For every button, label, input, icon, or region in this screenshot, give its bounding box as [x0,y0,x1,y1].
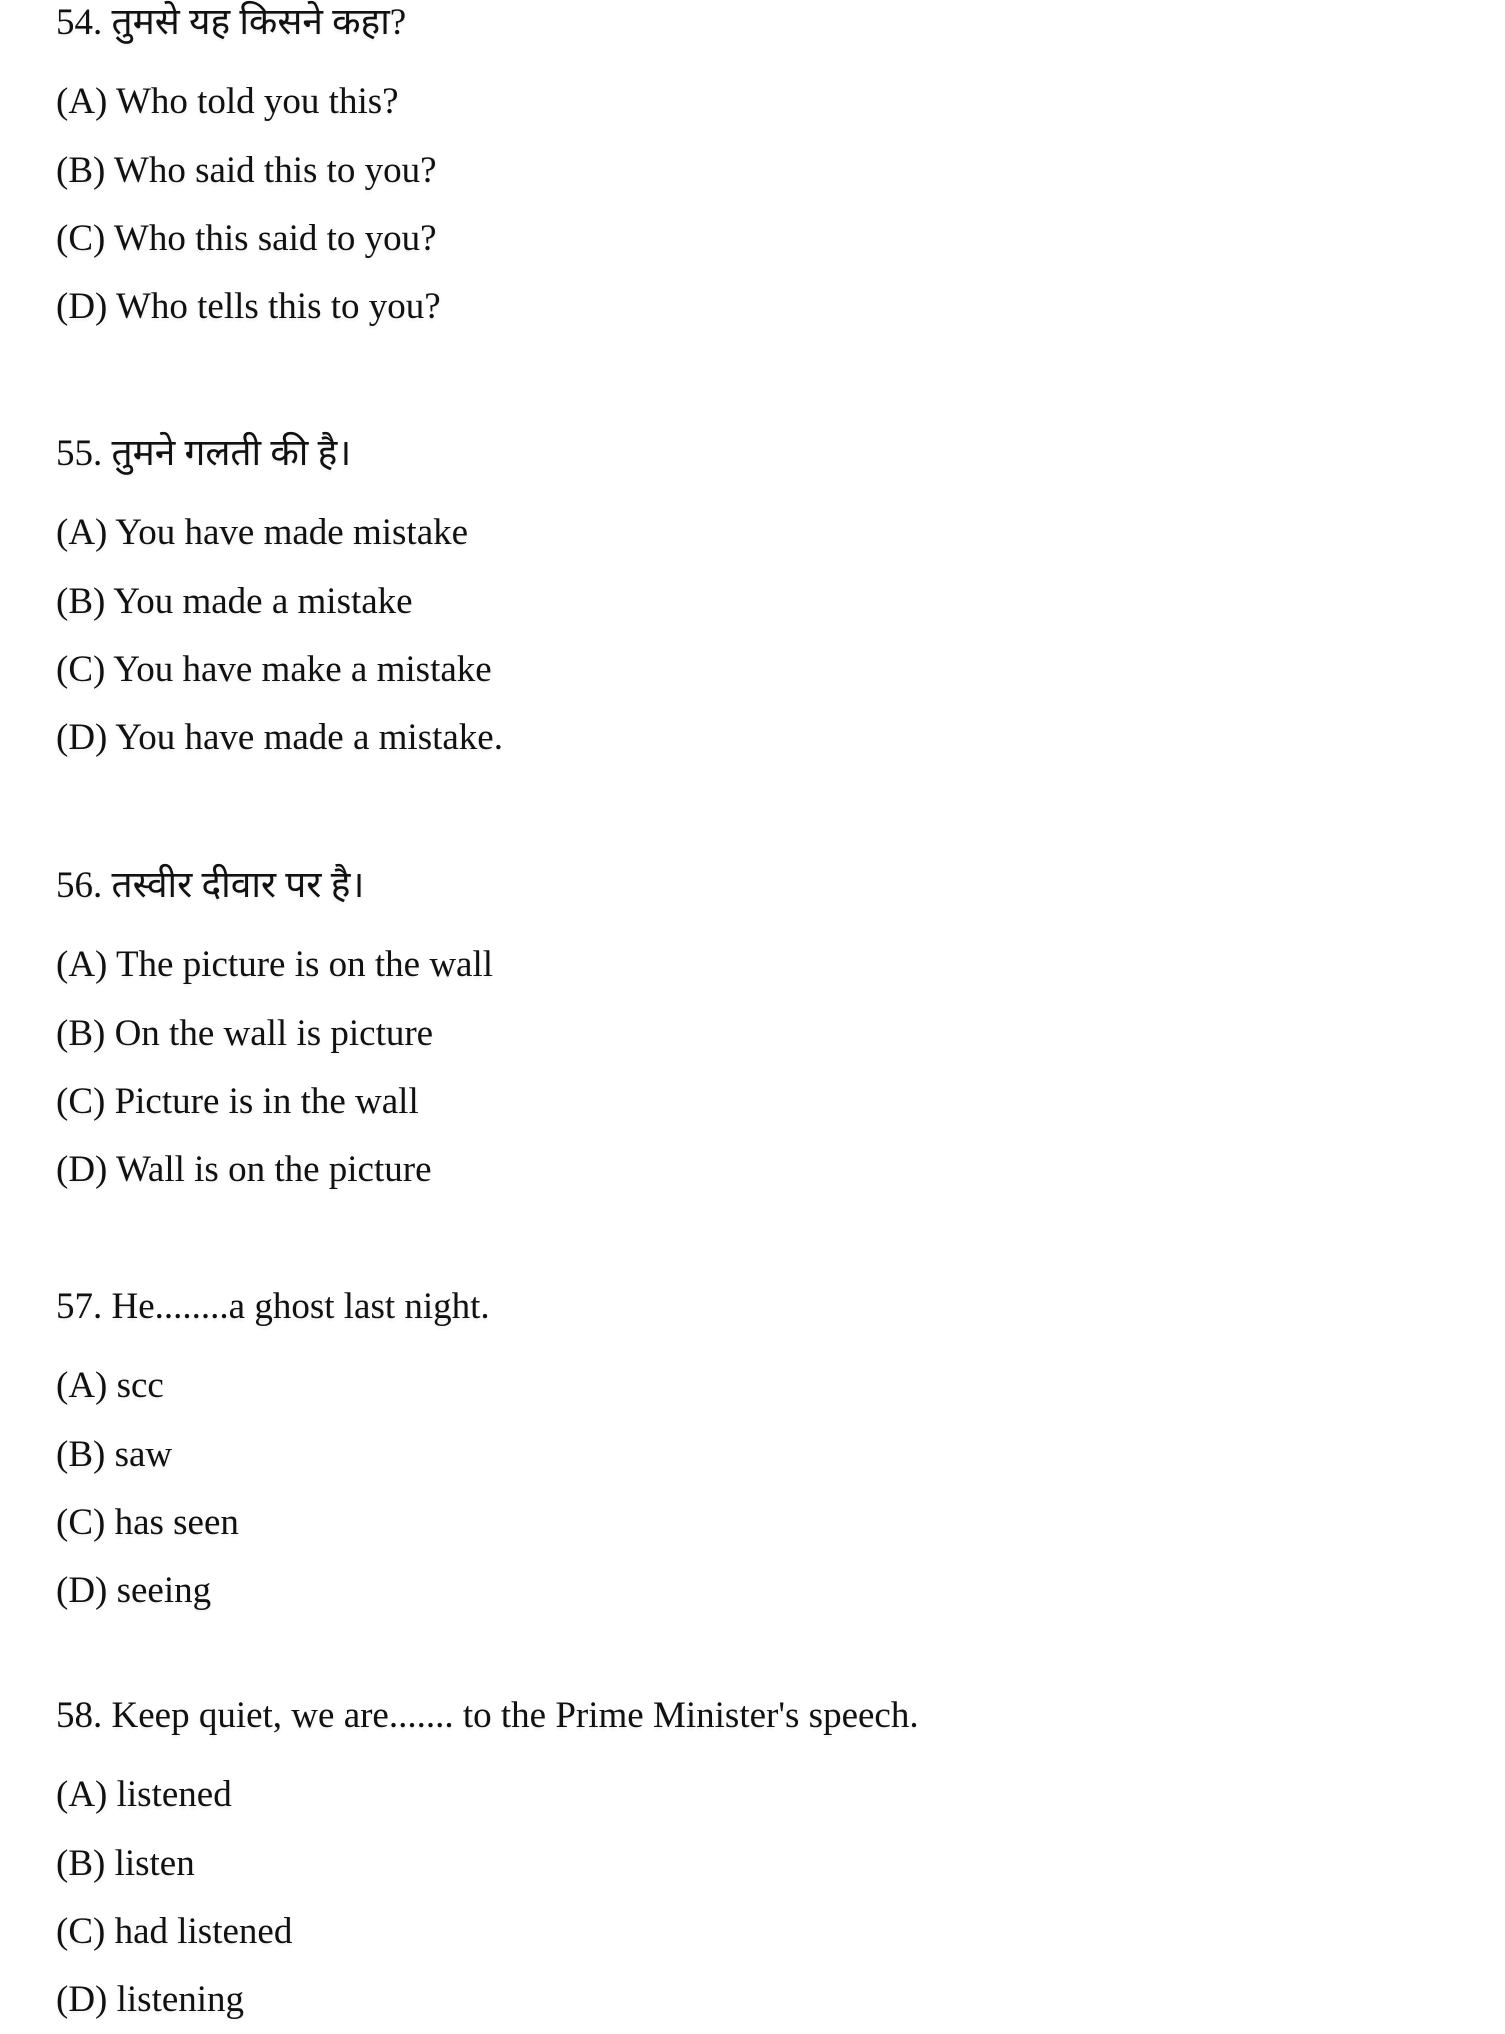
question-55 [56,432,351,476]
question-number: 56. [56,865,103,906]
question-prompt: He........a ghost last night. [111,1286,490,1327]
answer-option: (C) Picture is in the wall [56,1081,419,1122]
answer-option: (B) Who said this to you? [56,150,437,191]
question-56 [56,864,364,908]
answer-option: (D) You have made a mistake. [56,717,503,758]
answer-option: (B) On the wall is picture [56,1013,434,1054]
question-54 [56,1,406,45]
answer-option: (D) seeing [56,1570,212,1611]
answer-option: (C) had listened [56,1911,293,1952]
answer-option: (B) listen [56,1843,195,1884]
answer-option: (D) Wall is on the picture [56,1149,432,1190]
question-prompt: तुमने गलती की है। [111,433,352,474]
question-57 [56,1285,490,1329]
answer-option: (A) listened [56,1774,232,1815]
answer-option: (C) has seen [56,1502,239,1543]
question-prompt: तस्वीर दीवार पर है। [111,865,365,906]
question-number: 55. [56,433,103,474]
answer-option: (C) You have make a mistake [56,649,492,690]
answer-option: (A) You have made mistake [56,512,469,553]
answer-option: (B) You made a mistake [56,581,413,622]
answer-option: (C) Who this said to you? [56,218,437,259]
question-number: 57. [56,1286,103,1327]
answer-option: (D) listening [56,1979,245,2020]
question-number: 54. [56,2,103,43]
answer-option: (A) The picture is on the wall [56,944,494,985]
question-prompt: तुमसे यह किसने कहा? [111,2,407,43]
question-number: 58. [56,1695,103,1736]
answer-option: (B) saw [56,1434,173,1475]
answer-option: (D) Who tells this to you? [56,286,441,327]
answer-option: (A) Who told you this? [56,81,399,122]
question-prompt: Keep quiet, we are....... to the Prime Minister's speech. [111,1695,919,1736]
question-58 [56,1694,919,1738]
answer-option: (A) scc [56,1365,164,1406]
